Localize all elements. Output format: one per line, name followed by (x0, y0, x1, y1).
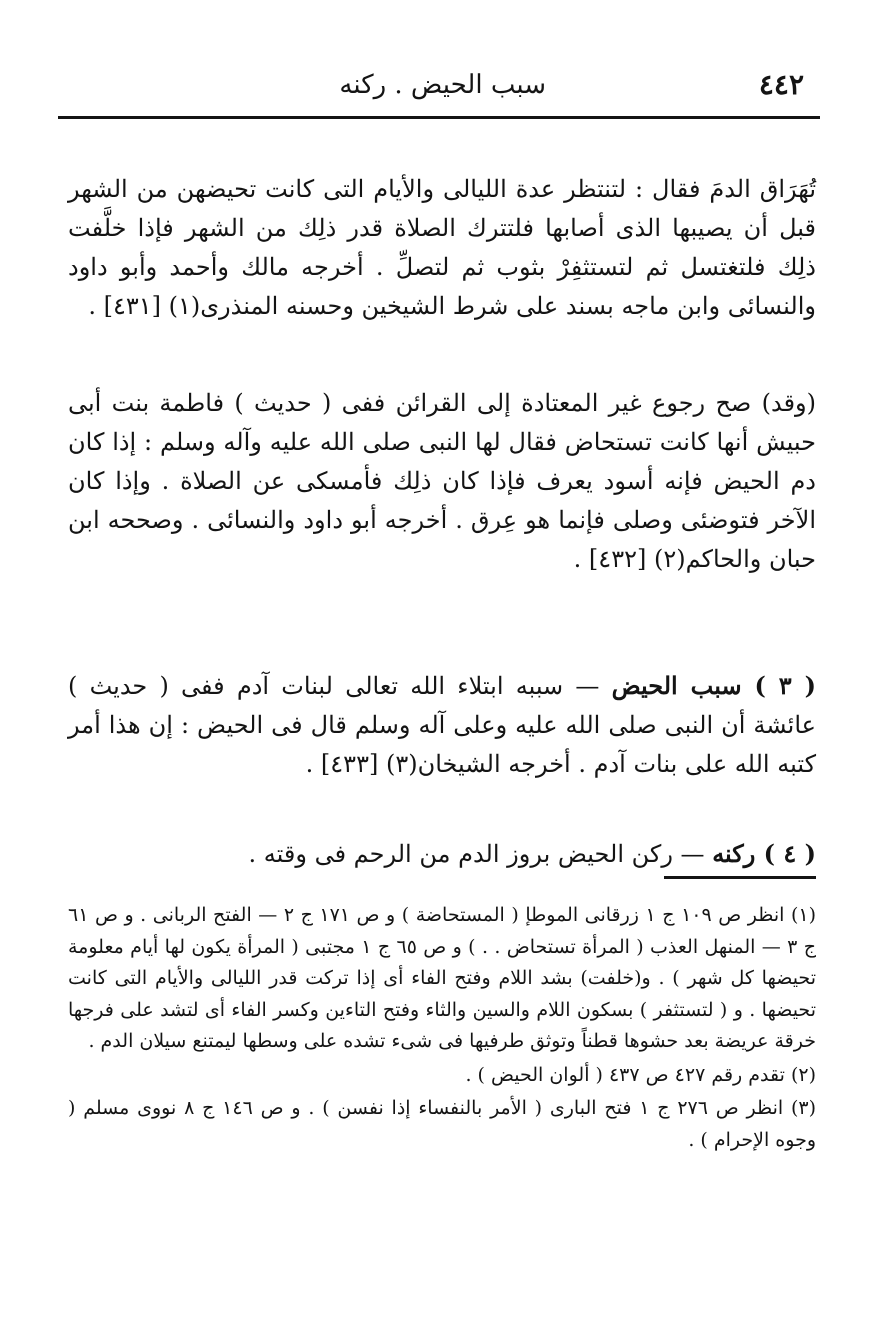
footnote-2: (٢) تقدم رقم ٤٢٧ ص ٤٣٧ ( ألوان الحيض ) . (465, 1063, 816, 1086)
footnotes (68, 900, 816, 1158)
footnote-rule (664, 876, 816, 879)
paragraph-3 (68, 666, 816, 784)
page-number: ٤٤٢ (758, 68, 804, 101)
paragraph-4-text: — ركن الحيض بروز الدم من الرحم فى وقته . (248, 840, 713, 868)
running-title: سبب الحيض . ركنه (339, 70, 546, 100)
paragraph-2: (وقد) صح رجوع غير المعتادة إلى القرائن ففى ( حديث ) فاطمة بنت أبى حبيش أنها كانت تستحاض فقال لها النبى صلى الله عليه وآله وسلم : إذا كان دم الحيض فإنه أسود يعرف فإذا كان ذلِك فأمسكى عن الصلاة . وإذا كان الآخر فتوضئى وصلى فإنما هو عِرق . أخرجه أبو داود والنسائى . وصححه ابن حبان والحاكم(٢) [٤٣٢] . (68, 389, 816, 573)
page-header (60, 62, 808, 106)
paragraph-4 (68, 834, 816, 874)
section-heading-cause: ( ٣ ) سبب الحيض (611, 671, 816, 700)
header-rule (58, 116, 820, 119)
footnote-1: (١) انظر ص ١٠٩ ج ١ زرقانى الموطإ ( المستحاضة ) و ص ١٧١ ج ٢ — الفتح الربانى . و ص ٦١ ج ٣ — المنهل العذب ( المرأة تستحاض . . ) و ص ٦٥ ج ١ مجتبى ( المرأة يكون لها أيام معلومة تحيضها كل شهر ) . و(خلفت) بشد اللام وفتح الفاء أى إذا تركت قدر الليالى والأيام التى كانت تحيضها . و ( لتستثفر ) بسكون اللام والسين والثاء وفتح التاءين وكسر الفاء أى لتشد على فرجها خرقة عريضة بعد حشوها قطناً وتوثق طرفيها فى شىء تشده على وسطها ليمتنع سيلان الدم . (68, 904, 816, 1052)
footnote-3: (٣) انظر ص ٢٧٦ ج ١ فتح البارى ( الأمر بالنفساء إذا نفسن ) . و ص ١٤٦ ج ٨ نووى مسلم ( وجوه الإحرام ) . (68, 1097, 817, 1151)
paragraph-1: تُهَرَاق الدمَ فقال : لتنتظر عدة الليالى والأيام التى كانت تحيضهن من الشهر قبل أن يصيبها الذى أصابها فلتترك الصلاة قدر ذلِك من الشهر فإذا خلَّفت ذلِك فلتغتسل ثم لتستثفِرْ بثوب ثم لتصلِّ . أخرجه مالك وأحمد وأبو داود والنسائى وابن ماجه بسند على شرط الشيخين وحسنه المنذرى(١) [٤٣١] . (68, 175, 816, 320)
section-heading-pillar: ( ٤ ) ركنه (712, 839, 816, 868)
paragraph-3-text: — سببه ابتلاء الله تعالى لبنات آدم ففى ( حديث ) عائشة أن النبى صلى الله عليه وعلى آله وسلم قال فى الحيض : إن هذا أمر كتبه الله على بنات آدم . أخرجه الشيخان(٣) [٤٣٣] . (68, 672, 816, 778)
